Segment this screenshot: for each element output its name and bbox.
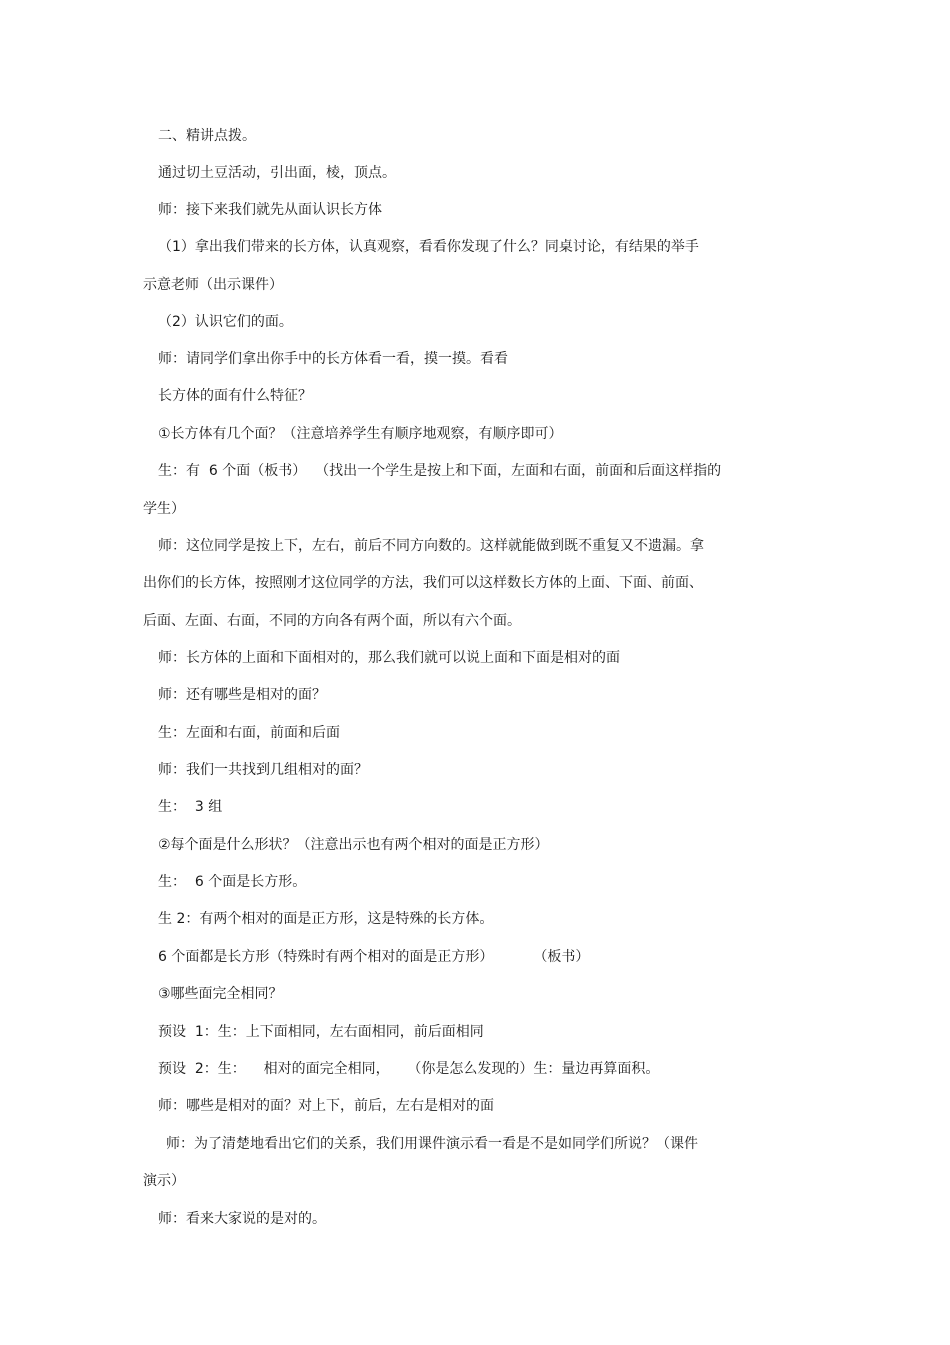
paragraph-line: 师：这位同学是按上下，左右，前后不同方向数的。这样就能做到既不重复又不遗漏。拿 xyxy=(158,538,704,554)
paragraph-line: 6 个面都是长方形（特殊时有两个相对的面是正方形） （板书） xyxy=(158,949,590,965)
paragraph-line: ③哪些面完全相同？ xyxy=(158,986,283,1002)
section-heading: 二、精讲点拨。 xyxy=(158,128,256,144)
paragraph-line: 师：哪些是相对的面？对上下，前后，左右是相对的面 xyxy=(158,1098,494,1114)
paragraph-line: （2）认识它们的面。 xyxy=(158,314,293,330)
paragraph-line: 示意老师（出示课件） xyxy=(143,277,283,293)
paragraph-line: 师：请同学们拿出你手中的长方体看一看，摸一摸。看看 xyxy=(158,351,508,367)
paragraph-line: （1）拿出我们带来的长方体，认真观察，看看你发现了什么？同桌讨论，有结果的举手 xyxy=(158,239,699,255)
paragraph-line: 师：看来大家说的是对的。 xyxy=(158,1211,326,1227)
paragraph-line: ②每个面是什么形状？（注意出示也有两个相对的面是正方形） xyxy=(158,837,549,853)
paragraph-line: 生 2：有两个相对的面是正方形，这是特殊的长方体。 xyxy=(158,911,494,927)
paragraph-line: 师：我们一共找到几组相对的面？ xyxy=(158,762,368,778)
paragraph-line: 预设 2：生： 相对的面完全相同， （你是怎么发现的）生：量边再算面积。 xyxy=(158,1061,660,1077)
paragraph-line: 师：接下来我们就先从面认识长方体 xyxy=(158,202,382,218)
paragraph-line: 通过切土豆活动，引出面，棱，顶点。 xyxy=(158,165,396,181)
paragraph-line: 生：有 6 个面（板书） （找出一个学生是按上和下面，左面和右面，前面和后面这样指的 xyxy=(158,463,722,479)
paragraph-line: 生：左面和右面，前面和后面 xyxy=(158,725,340,741)
paragraph-line: 演示） xyxy=(143,1173,185,1189)
paragraph-line: 生： 3 组 xyxy=(158,799,223,815)
paragraph-line: ①长方体有几个面？（注意培养学生有顺序地观察，有顺序即可） xyxy=(158,426,563,442)
paragraph-line: 师：长方体的上面和下面相对的，那么我们就可以说上面和下面是相对的面 xyxy=(158,650,620,666)
paragraph-line: 学生） xyxy=(143,501,185,517)
paragraph-line: 师：为了清楚地看出它们的关系，我们用课件演示看一看是不是如同学们所说？（课件 xyxy=(166,1136,698,1152)
paragraph-line: 后面、左面、右面，不同的方向各有两个面，所以有六个面。 xyxy=(143,613,521,629)
paragraph-line: 生： 6 个面是长方形。 xyxy=(158,874,307,890)
paragraph-line: 预设 1：生：上下面相同，左右面相同，前后面相同 xyxy=(158,1024,484,1040)
paragraph-line: 师：还有哪些是相对的面？ xyxy=(158,687,326,703)
paragraph-line: 出你们的长方体，按照刚才这位同学的方法，我们可以这样数长方体的上面、下面、前面、 xyxy=(143,575,703,591)
paragraph-line: 长方体的面有什么特征？ xyxy=(158,388,312,404)
